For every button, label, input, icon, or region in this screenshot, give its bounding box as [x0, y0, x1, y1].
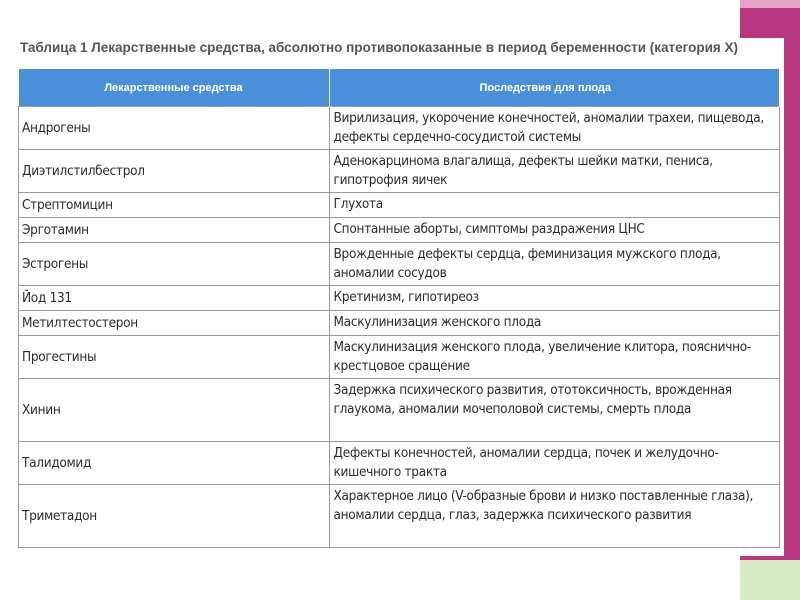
effect-cell: Врожденные дефекты сердца, феминизация мужского плода, аномалии сосудов	[329, 243, 780, 286]
effect-cell: Вирилизация, укорочение конечностей, аномалии трахеи, пищевода, дефекты сердечно-сосудистой системы	[329, 107, 780, 150]
table-header-row	[19, 69, 780, 107]
table-row	[19, 107, 780, 150]
drug-cell: Диэтилстилбестрол	[19, 150, 330, 193]
drug-cell: Андрогены	[19, 107, 330, 150]
effect-cell: Аденокарцинома влагалища, дефекты шейки матки, пениса, гипотрофия яичек	[329, 150, 780, 193]
drug-cell: Триметадон	[19, 485, 330, 548]
drug-cell: Метилтестостерон	[19, 311, 330, 336]
table-row	[19, 243, 780, 286]
header-effect: Последствия для плода	[329, 69, 780, 107]
table-row	[19, 485, 780, 548]
effect-cell: Задержка психического развития, ототоксичность, врожденная глаукома, аномалии мочеполовой системы, смерть плода	[329, 379, 780, 442]
effect-cell: Маскулинизация женского плода	[329, 311, 780, 336]
table-row	[19, 218, 780, 243]
table-row	[19, 150, 780, 193]
drug-cell: Стрептомицин	[19, 193, 330, 218]
table-row	[19, 286, 780, 311]
drug-cell: Прогестины	[19, 336, 330, 379]
effect-cell: Характерное лицо (V-образные брови и низко поставленные глаза), аномалии сердца, глаз, задержка психического развития	[329, 485, 780, 548]
effect-cell: Дефекты конечностей, аномалии сердца, почек и желудочно-кишечного тракта	[329, 442, 780, 485]
drug-cell: Талидомид	[19, 442, 330, 485]
effect-cell: Маскулинизация женского плода, увеличение клитора, пояснично-крестцовое сращение	[329, 336, 780, 379]
table-row	[19, 442, 780, 485]
slide-accent-stripe-top	[740, 0, 800, 8]
drug-cell: Эстрогены	[19, 243, 330, 286]
effect-cell: Кретинизм, гипотиреоз	[329, 286, 780, 311]
table-row	[19, 379, 780, 442]
table-row	[19, 193, 780, 218]
header-drug: Лекарственные средства	[19, 69, 330, 107]
slide-accent-stripe-bottom	[740, 560, 800, 600]
table-row	[19, 311, 780, 336]
table-row	[19, 336, 780, 379]
table-title: Таблица 1 Лекарственные средства, абсолютно противопоказанные в период беременности (категория X)	[20, 40, 739, 55]
drug-cell: Эрготамин	[19, 218, 330, 243]
contraindicated-drugs-table	[18, 69, 780, 548]
effect-cell: Глухота	[329, 193, 780, 218]
drug-cell: Йод 131	[19, 286, 330, 311]
drug-cell: Хинин	[19, 379, 330, 442]
effect-cell: Спонтанные аборты, симптомы раздражения ЦНС	[329, 218, 780, 243]
